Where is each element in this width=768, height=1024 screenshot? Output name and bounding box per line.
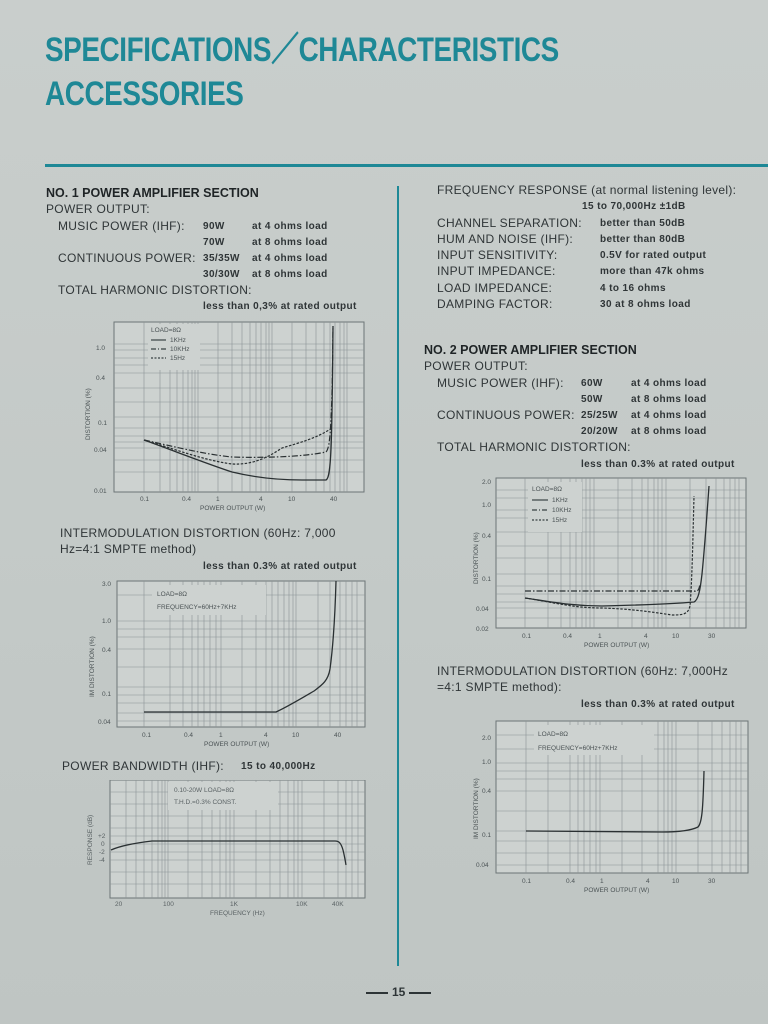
no1-music-power-label: MUSIC POWER (IHF):	[58, 219, 185, 233]
no1-thd-label: TOTAL HARMONIC DISTORTION:	[58, 283, 252, 297]
chart-no2-thd-plot	[462, 474, 754, 649]
svg-text:0.1: 0.1	[522, 878, 532, 885]
spec-value-input-sensitivity: 0.5V for rated output	[600, 250, 707, 261]
svg-text:DISTORTION (%): DISTORTION (%)	[85, 388, 92, 440]
svg-text:1.0: 1.0	[482, 759, 492, 766]
svg-text:0.04: 0.04	[476, 862, 489, 869]
chart-no1-bandwidth-plot	[80, 780, 370, 920]
spec-value-input-impedance: more than 47k ohms	[600, 266, 705, 277]
svg-text:0.1: 0.1	[98, 420, 108, 427]
no1-power-output-label: POWER OUTPUT:	[46, 202, 150, 216]
svg-text:0.4: 0.4	[182, 496, 192, 503]
svg-text:40: 40	[330, 496, 338, 503]
svg-text:2.0: 2.0	[482, 735, 492, 742]
no1-thd-value: less than 0,3% at rated output	[203, 301, 357, 312]
svg-text:1: 1	[216, 496, 220, 503]
svg-text:T.H.D.=0.3% CONST.: T.H.D.=0.3% CONST.	[174, 799, 237, 806]
svg-text:10: 10	[672, 878, 680, 885]
svg-text:30: 30	[708, 633, 716, 640]
svg-text:1: 1	[600, 878, 604, 885]
svg-text:0.1: 0.1	[102, 691, 112, 698]
no2-continuous-power-label: CONTINUOUS POWER:	[437, 408, 575, 422]
svg-text:1.0: 1.0	[482, 502, 492, 509]
svg-text:LOAD=8Ω: LOAD=8Ω	[538, 731, 568, 738]
svg-text:0.4: 0.4	[102, 647, 112, 654]
no1-section-title: NO. 1 POWER AMPLIFIER SECTION	[46, 186, 259, 200]
no2-music-power-cond-2: at 8 ohms load	[631, 394, 707, 405]
svg-text:0.02: 0.02	[476, 626, 489, 633]
chart-no1-imd-plot	[82, 577, 372, 752]
svg-text:POWER OUTPUT (W): POWER OUTPUT (W)	[584, 642, 650, 649]
svg-text:0: 0	[101, 841, 105, 848]
svg-text:DISTORTION (%): DISTORTION (%)	[473, 532, 480, 584]
column-divider	[397, 186, 399, 966]
no1-imd-label-2: Hz=4:1 SMPTE method)	[60, 542, 197, 556]
spec-label-hum-noise: HUM AND NOISE (IHF):	[437, 232, 574, 246]
freq-response-value: 15 to 70,000Hz ±1dB	[582, 201, 686, 212]
no1-continuous-value-2: 30/30W	[203, 269, 240, 280]
svg-text:IM DISTORTION (%): IM DISTORTION (%)	[473, 778, 480, 839]
chart-no2-imd	[462, 719, 754, 894]
chart-no1-thd-plot	[82, 320, 372, 515]
no1-bandwidth-label: POWER BANDWIDTH (IHF):	[62, 759, 224, 773]
svg-text:1.0: 1.0	[96, 345, 106, 352]
no2-thd-value: less than 0.3% at rated output	[581, 459, 735, 470]
page-number	[362, 985, 435, 999]
no2-continuous-cond-2: at 8 ohms load	[631, 426, 707, 437]
svg-text:30: 30	[708, 878, 716, 885]
svg-text:FREQUENCY=60Hz+7KHz: FREQUENCY=60Hz+7KHz	[157, 604, 237, 611]
svg-text:0.4: 0.4	[184, 732, 194, 739]
no1-music-power-value-1: 90W	[203, 221, 225, 232]
page-number-dash-left	[366, 992, 388, 994]
no2-section-title: NO. 2 POWER AMPLIFIER SECTION	[424, 343, 637, 357]
spec-label-channel-separation: CHANNEL SEPARATION:	[437, 216, 582, 230]
svg-text:40K: 40K	[332, 901, 344, 908]
svg-text:1: 1	[598, 633, 602, 640]
spec-value-hum-noise: better than 80dB	[600, 234, 686, 245]
no2-imd-label-2: =4:1 SMPTE method):	[437, 680, 562, 694]
no1-continuous-cond-1: at 4 ohms load	[252, 253, 328, 264]
svg-text:FREQUENCY=60Hz+7KHz: FREQUENCY=60Hz+7KHz	[538, 745, 618, 752]
svg-text:0.4: 0.4	[566, 878, 576, 885]
page-title	[45, 28, 559, 116]
spec-value-load-impedance: 4 to 16 ohms	[600, 283, 666, 294]
svg-text:1KHz: 1KHz	[170, 337, 186, 344]
no2-thd-label: TOTAL HARMONIC DISTORTION:	[437, 440, 631, 454]
spec-label-input-sensitivity: INPUT SENSITIVITY:	[437, 248, 558, 262]
no2-imd-value: less than 0.3% at rated output	[581, 699, 735, 710]
svg-text:LOAD=8Ω: LOAD=8Ω	[157, 591, 187, 598]
no1-music-power-cond-1: at 4 ohms load	[252, 221, 328, 232]
spec-label-input-impedance: INPUT IMPEDANCE:	[437, 264, 556, 278]
svg-text:15Hz: 15Hz	[552, 517, 568, 524]
svg-text:0.1: 0.1	[142, 732, 152, 739]
freq-response-label: FREQUENCY RESPONSE (at normal listening level):	[437, 183, 737, 197]
spec-label-damping-factor: DAMPING FACTOR:	[437, 297, 553, 311]
svg-text:1.0: 1.0	[102, 618, 112, 625]
spec-value-damping-factor: 30 at 8 ohms load	[600, 299, 691, 310]
spec-label-load-impedance: LOAD IMPEDANCE:	[437, 281, 553, 295]
svg-text:0.4: 0.4	[482, 533, 492, 540]
svg-text:10: 10	[292, 732, 300, 739]
svg-text:1: 1	[219, 732, 223, 739]
svg-text:0.4: 0.4	[96, 375, 106, 382]
no2-continuous-value-2: 20/20W	[581, 426, 618, 437]
no2-imd-label-1: INTERMODULATION DISTORTION (60Hz: 7,000Hz	[437, 664, 729, 678]
svg-text:10K: 10K	[296, 901, 308, 908]
no2-power-output-label: POWER OUTPUT:	[424, 359, 528, 373]
svg-text:0.10-20W LOAD=8Ω: 0.10-20W LOAD=8Ω	[174, 787, 234, 794]
no1-bandwidth-value: 15 to 40,000Hz	[241, 761, 316, 772]
svg-text:2.0: 2.0	[482, 479, 492, 486]
page-number-dash-right	[409, 992, 431, 994]
svg-text:RESPONSE (dB): RESPONSE (dB)	[87, 814, 94, 865]
svg-text:4: 4	[644, 633, 648, 640]
svg-text:0.04: 0.04	[476, 606, 489, 613]
svg-text:0.04: 0.04	[98, 719, 111, 726]
svg-text:10KHz: 10KHz	[552, 507, 572, 514]
no2-continuous-value-1: 25/25W	[581, 410, 618, 421]
svg-text:0.1: 0.1	[140, 496, 150, 503]
svg-text:LOAD=8Ω: LOAD=8Ω	[532, 486, 562, 493]
svg-text:0.01: 0.01	[94, 488, 107, 495]
svg-text:-2: -2	[99, 849, 105, 856]
chart-no1-imd	[82, 577, 372, 752]
svg-text:3.0: 3.0	[102, 581, 112, 588]
svg-text:0.04: 0.04	[94, 447, 107, 454]
svg-text:POWER OUTPUT (W): POWER OUTPUT (W)	[200, 505, 266, 512]
svg-text:10: 10	[672, 633, 680, 640]
page-number-value: 15	[392, 985, 406, 999]
no2-music-power-value-2: 50W	[581, 394, 603, 405]
svg-text:0.1: 0.1	[482, 832, 492, 839]
spec-value-channel-separation: better than 50dB	[600, 218, 686, 229]
no2-continuous-cond-1: at 4 ohms load	[631, 410, 707, 421]
no1-continuous-cond-2: at 8 ohms load	[252, 269, 328, 280]
svg-text:20: 20	[115, 901, 123, 908]
chart-no2-imd-plot	[462, 719, 754, 894]
no1-music-power-cond-2: at 8 ohms load	[252, 237, 328, 248]
no1-imd-label-1: INTERMODULATION DISTORTION (60Hz: 7,000	[60, 526, 336, 540]
svg-text:0.1: 0.1	[522, 633, 532, 640]
svg-text:10: 10	[288, 496, 296, 503]
svg-text:4: 4	[646, 878, 650, 885]
svg-text:40: 40	[334, 732, 342, 739]
svg-text:FREQUENCY (Hz): FREQUENCY (Hz)	[210, 910, 265, 917]
svg-text:1KHz: 1KHz	[552, 497, 568, 504]
svg-text:-4: -4	[99, 857, 105, 864]
svg-text:LOAD=8Ω: LOAD=8Ω	[151, 327, 181, 334]
svg-text:10KHz: 10KHz	[170, 346, 190, 353]
svg-text:4: 4	[264, 732, 268, 739]
chart-no1-thd	[82, 320, 372, 515]
no1-imd-value: less than 0.3% at rated output	[203, 561, 357, 572]
title-line-1: SPECIFICATIONS／CHARACTERISTICS	[45, 31, 559, 69]
no1-music-power-value-2: 70W	[203, 237, 225, 248]
svg-text:+2: +2	[98, 833, 106, 840]
svg-text:4: 4	[259, 496, 263, 503]
svg-text:15Hz: 15Hz	[170, 355, 186, 362]
svg-text:IM DISTORTION (%): IM DISTORTION (%)	[89, 636, 96, 697]
no2-music-power-label: MUSIC POWER (IHF):	[437, 376, 564, 390]
svg-text:1K: 1K	[230, 901, 238, 908]
chart-no2-thd	[462, 474, 754, 649]
header-divider	[45, 164, 768, 167]
chart-no1-bandwidth	[80, 780, 370, 920]
svg-text:0.4: 0.4	[563, 633, 573, 640]
title-line-2: ACCESSORIES	[45, 75, 244, 113]
no1-continuous-value-1: 35/35W	[203, 253, 240, 264]
no1-continuous-power-label: CONTINUOUS POWER:	[58, 251, 196, 265]
no2-music-power-cond-1: at 4 ohms load	[631, 378, 707, 389]
svg-text:POWER OUTPUT (W): POWER OUTPUT (W)	[204, 741, 270, 748]
svg-text:0.4: 0.4	[482, 788, 492, 795]
svg-text:POWER OUTPUT (W): POWER OUTPUT (W)	[584, 887, 650, 894]
svg-text:0.1: 0.1	[482, 576, 492, 583]
svg-text:100: 100	[163, 901, 174, 908]
no2-music-power-value-1: 60W	[581, 378, 603, 389]
